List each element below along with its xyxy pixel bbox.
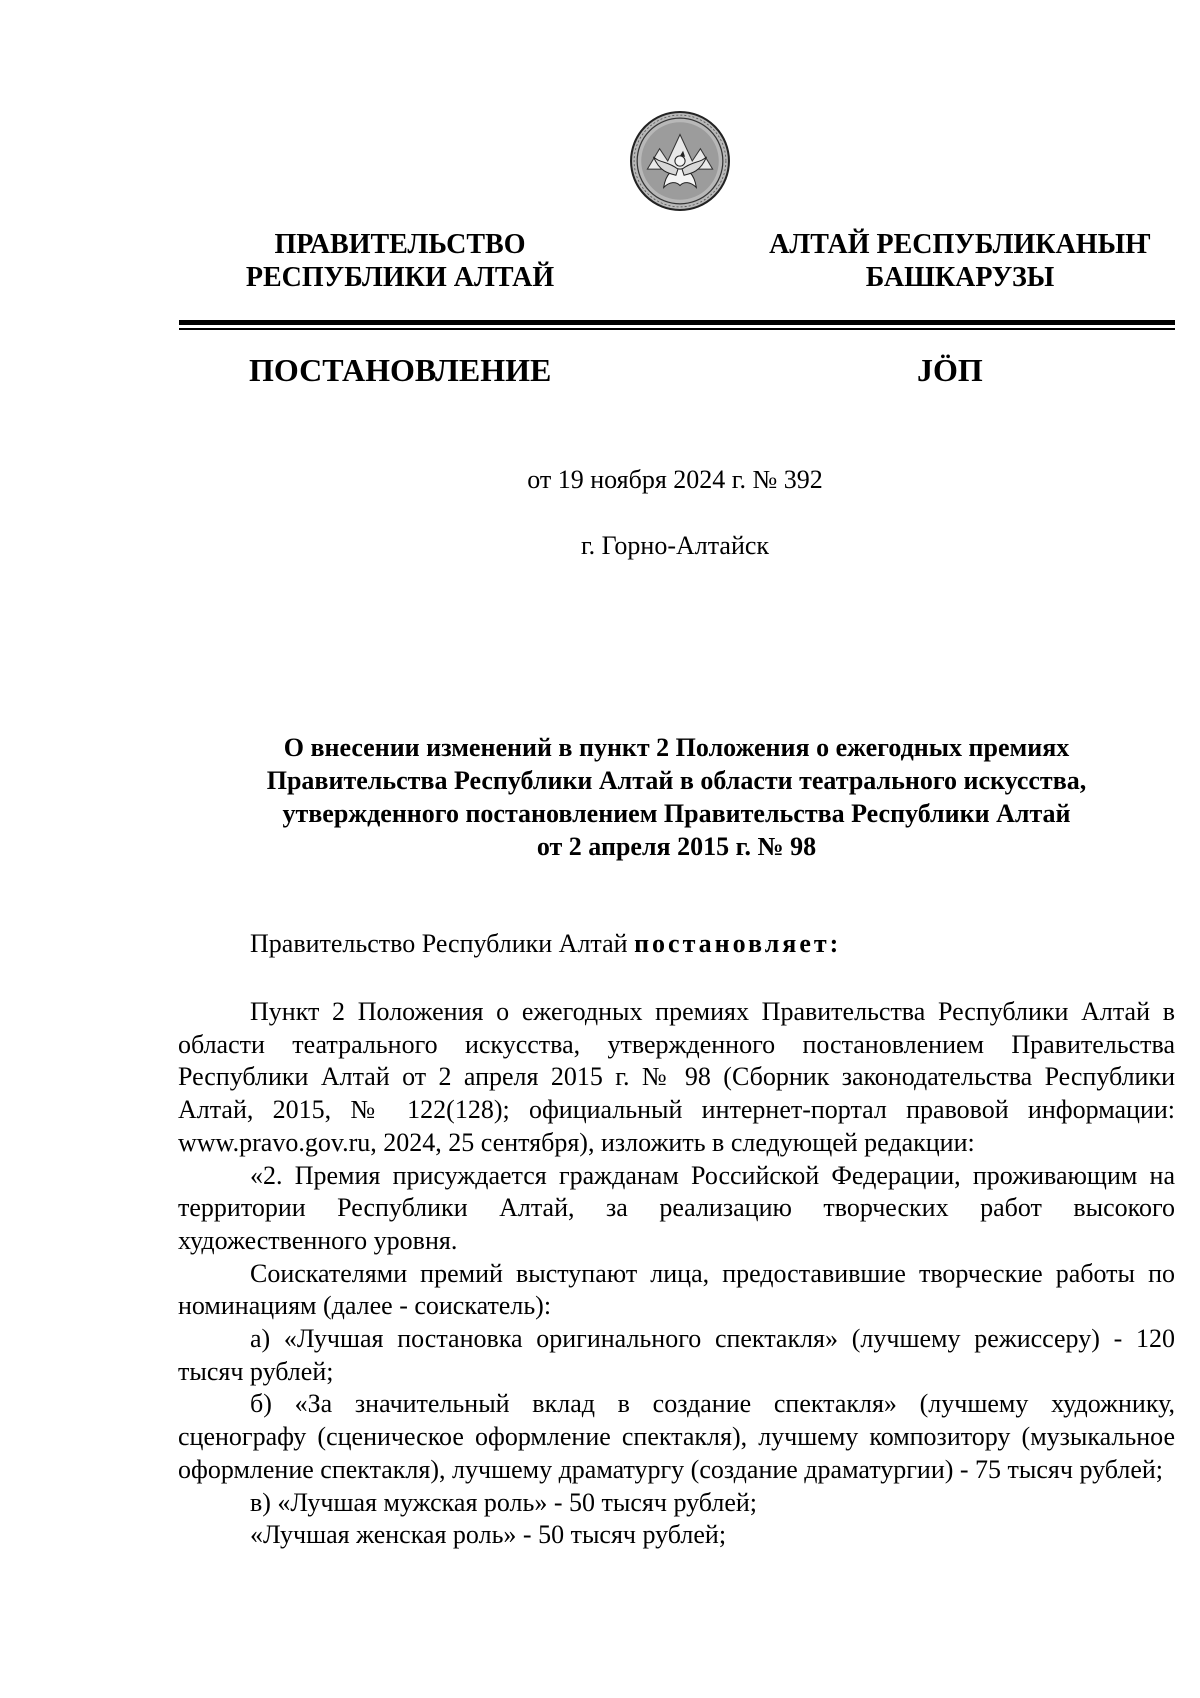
header-right-line2: БАШКАРУЗЫ — [865, 262, 1055, 293]
document-title — [178, 731, 1175, 863]
body-paragraph: «2. Премия присуждается гражданам Российской Федерации, проживающим на территории Республики Алтай, за реализацию творческих работ высокого художественного уровня. — [178, 1160, 1175, 1255]
decree-verb: постановляет: — [634, 929, 842, 958]
body-paragraph: Пункт 2 Положения о ежегодных премиях Правительства Республики Алтай в области театрального искусства, утвержденного постановлением Правительства Республики Алтай от 2 апреля 2015 г. № 98 (Сборник законодательства Республики Алтай, 2015, № 122(128); официальный интернет-портал правовой информации: www.pravo.gov.ru, 2024, 25 сентября), изложить в следующей редакции: — [178, 997, 1175, 1157]
title-line: утвержденного постановлением Правительства Республики Алтай — [282, 799, 1071, 828]
doc-type-right: JӦП — [917, 352, 983, 388]
decree-lead-text: Правительство Республики Алтай — [250, 929, 635, 958]
document-date-number: от 19 ноября 2024 г. № 392 — [527, 465, 823, 494]
header-left — [230, 228, 570, 294]
decree-lead — [250, 928, 1175, 961]
body-paragraph: а) «Лучшая постановка оригинального спектакля» (лучшему режиссеру) - 120 тысяч рублей; — [178, 1324, 1175, 1386]
title-line: от 2 апреля 2015 г. № 98 — [536, 832, 817, 861]
body-paragraph: «Лучшая женская роль» - 50 тысяч рублей; — [250, 1520, 727, 1550]
document-body — [178, 996, 1175, 1552]
document-city: г. Горно-Алтайск — [580, 531, 770, 560]
header-left-line1: ПРАВИТЕЛЬСТВО — [274, 229, 526, 260]
title-line: О внесении изменений в пункт 2 Положения о ежегодных премиях — [283, 733, 1070, 762]
header-divider-thick — [179, 320, 1175, 325]
header-right — [750, 228, 1170, 294]
header-divider-thin — [179, 328, 1175, 330]
body-paragraph: Соискателями премий выступают лица, предоставившие творческие работы по номинациям (далее - соискатель): — [178, 1258, 1175, 1321]
coat-of-arms-emblem-icon — [629, 110, 731, 212]
body-paragraph: в) «Лучшая мужская роль» - 50 тысяч рублей; — [250, 1487, 757, 1517]
doc-type-left: ПОСТАНОВЛЕНИЕ — [249, 352, 552, 388]
header-right-line1: АЛТАЙ РЕСПУБЛИКАНЫҤ — [769, 229, 1151, 260]
header-left-line2: РЕСПУБЛИКИ АЛТАЙ — [245, 262, 555, 293]
body-paragraph: б) «За значительный вклад в создание спектакля» (лучшему художнику, сценографу (сценическое оформление спектакля), лучшему композитору (музыкальное оформление спектакля), лучшему драматургу (создание драматургии) - 75 тысяч рублей; — [178, 1389, 1175, 1484]
title-line: Правительства Республики Алтай в области театрального искусства, — [266, 766, 1087, 795]
